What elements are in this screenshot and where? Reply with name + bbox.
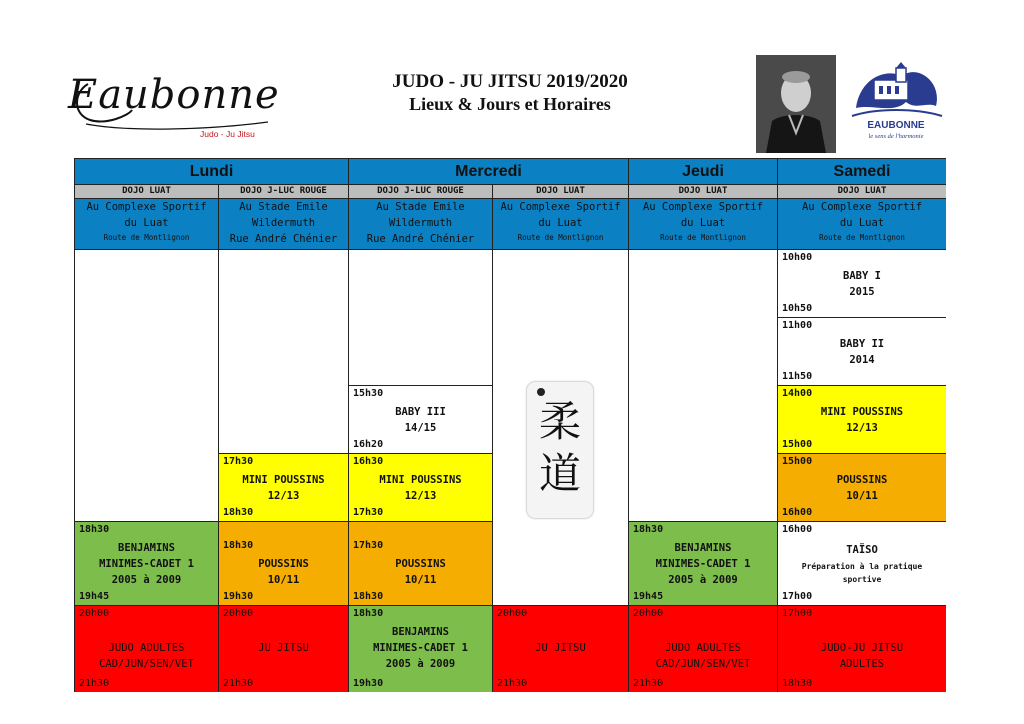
slot-name: BENJAMINS xyxy=(118,542,175,554)
slot-start: 14h00 xyxy=(782,388,813,399)
slot-name: BABY II xyxy=(839,338,885,350)
slot-name: JU JITSU xyxy=(535,642,586,654)
slot-name: JUDO ADULTES xyxy=(665,642,741,654)
day-header-lundi: Lundi xyxy=(75,159,349,185)
class-slot-poussins xyxy=(778,454,946,522)
slot-name: JU JITSU xyxy=(258,642,309,654)
venue-address: Rue André Chénier xyxy=(229,233,338,245)
class-slot-ju-jitsu xyxy=(219,606,349,692)
slot-start: 20h00 xyxy=(223,608,254,619)
slot-detail: 2005 à 2009 xyxy=(111,574,182,586)
slot-detail: ADULTES xyxy=(839,658,885,670)
empty-slot xyxy=(349,250,493,386)
slot-start: 11h00 xyxy=(782,320,813,331)
slot-end: 18h30 xyxy=(353,591,384,602)
venue-address: Route de Montlignon xyxy=(660,233,746,242)
slot-start: 15h30 xyxy=(353,388,384,399)
venue-line: Au Complexe Sportif xyxy=(86,201,207,213)
crest-tagline: le sens de l'harmonie xyxy=(868,133,924,140)
slot-end: 16h20 xyxy=(353,439,384,450)
slot-detail: CAD/JUN/SEN/VET xyxy=(99,658,194,670)
slot-detail: 2005 à 2009 xyxy=(385,658,456,670)
title-line-2: Lieux & Jours et Horaires xyxy=(409,94,611,114)
slot-start: 17h30 xyxy=(353,540,384,551)
slot-name: POUSSINS xyxy=(836,474,888,486)
slot-end: 17h30 xyxy=(353,507,384,518)
slot-detail: 12/13 xyxy=(267,490,300,502)
slot-start: 18h30 xyxy=(633,524,664,535)
venue-cell xyxy=(349,199,493,250)
slot-end: 21h30 xyxy=(497,678,528,689)
dojo-label: DOJO LUAT xyxy=(75,185,219,199)
slot-detail: CAD/JUN/SEN/VET xyxy=(655,658,751,670)
class-slot-poussins xyxy=(349,522,493,606)
venue-line: Au Complexe Sportif xyxy=(642,201,764,213)
slot-end: 10h50 xyxy=(782,303,813,314)
eaubonne-logo xyxy=(68,70,280,145)
slot-name: MINI POUSSINS xyxy=(379,474,462,486)
slot-start: 20h00 xyxy=(633,608,664,619)
dojo-label: DOJO J-LUC ROUGE xyxy=(349,185,493,199)
slot-name: BENJAMINS xyxy=(674,542,732,554)
venue-cell xyxy=(219,199,349,250)
camera-lens-icon xyxy=(537,388,545,396)
slot-start: 20h00 xyxy=(79,608,110,619)
slot-name: MINI POUSSINS xyxy=(242,474,325,486)
empty-slot xyxy=(629,250,778,522)
day-header-jeudi: Jeudi xyxy=(629,159,778,185)
slot-end: 18h30 xyxy=(223,507,254,518)
crest-icon xyxy=(846,58,946,120)
dojo-label: DOJO LUAT xyxy=(493,185,629,199)
portrait-illustration xyxy=(756,55,836,153)
slot-start: 18h30 xyxy=(353,608,384,619)
slot-detail: 14/15 xyxy=(404,422,437,434)
class-slot-benjamins xyxy=(629,522,778,606)
class-slot-benjamins xyxy=(75,522,219,606)
logo-subtitle: Judo - Ju Jitsu xyxy=(200,129,255,139)
slot-name: POUSSINS xyxy=(395,558,446,570)
dojo-label: DOJO J-LUC ROUGE xyxy=(219,185,349,199)
slot-detail: sportive xyxy=(842,575,882,584)
day-header-mercredi: Mercredi xyxy=(349,159,629,185)
class-slot-baby-2 xyxy=(778,318,946,386)
slot-name: MINI POUSSINS xyxy=(820,406,904,418)
slot-end: 19h45 xyxy=(79,591,110,602)
page-title xyxy=(330,70,690,116)
slot-name: JUDO ADULTES xyxy=(108,642,185,654)
venue-address: Route de Montlignon xyxy=(103,233,190,242)
slot-end: 17h00 xyxy=(782,591,813,602)
venue-address: Route de Montlignon xyxy=(819,233,905,242)
slot-end: 18h30 xyxy=(782,678,813,689)
slot-name: BENJAMINS xyxy=(392,626,449,638)
slot-name: POUSSINS xyxy=(258,558,309,570)
slot-end: 19h30 xyxy=(223,591,254,602)
slot-detail: 12/13 xyxy=(846,422,878,434)
class-slot-mini-poussins xyxy=(219,454,349,522)
venue-line: Au Stade Emile xyxy=(239,201,328,213)
slot-detail: MINIMES-CADET 1 xyxy=(655,558,751,570)
venue-line: Wildermuth xyxy=(388,217,453,229)
class-slot-judo-jujitsu-adultes xyxy=(778,606,946,692)
judo-kanji-phone-case xyxy=(527,382,593,518)
class-slot-judo-adultes xyxy=(75,606,219,692)
kanji-do-glyph: 道 xyxy=(538,449,581,498)
slot-name: JUDO-JU JITSU xyxy=(820,642,904,654)
venue-cell xyxy=(629,199,778,250)
slot-start: 18h30 xyxy=(79,524,110,535)
slot-end: 21h30 xyxy=(633,678,664,689)
class-slot-mini-poussins xyxy=(778,386,946,454)
class-slot-benjamins xyxy=(349,606,493,692)
slot-start: 20h00 xyxy=(497,608,528,619)
slot-detail: MINIMES-CADET 1 xyxy=(99,558,194,570)
venue-line: Au Stade Emile xyxy=(376,201,465,213)
slot-detail: MINIMES-CADET 1 xyxy=(373,642,468,654)
venue-cell xyxy=(75,199,219,250)
class-slot-taiso xyxy=(778,522,946,606)
slot-start: 18h30 xyxy=(223,540,254,551)
slot-start: 16h30 xyxy=(353,456,384,467)
venue-line: du Luat xyxy=(680,217,726,229)
slot-start: 15h00 xyxy=(782,456,813,467)
class-slot-baby-1 xyxy=(778,250,946,318)
dojo-label: DOJO LUAT xyxy=(629,185,778,199)
slot-detail: 2005 à 2009 xyxy=(668,574,738,586)
venue-line: Au Complexe Sportif xyxy=(801,201,923,213)
slot-detail: Préparation à la pratique xyxy=(801,562,923,571)
day-header-samedi: Samedi xyxy=(778,159,946,185)
slot-end: 19h45 xyxy=(633,591,664,602)
slot-end: 21h30 xyxy=(79,678,110,689)
title-line-1: JUDO - JU JITSU 2019/2020 xyxy=(392,71,628,92)
empty-slot xyxy=(75,250,219,522)
class-slot-baby-3 xyxy=(349,386,493,454)
class-slot-mini-poussins xyxy=(349,454,493,522)
slot-name: BABY I xyxy=(843,270,881,282)
eaubonne-town-crest xyxy=(846,58,946,148)
crest-label: EAUBONNE xyxy=(867,120,925,131)
slot-detail: 2015 xyxy=(849,286,875,298)
slot-detail: 10/11 xyxy=(846,490,878,502)
slot-end: 11h50 xyxy=(782,371,813,382)
kanji-ju-glyph: 柔 xyxy=(538,397,581,446)
slot-end: 16h00 xyxy=(782,507,813,518)
venue-line: du Luat xyxy=(538,217,583,229)
slot-end: 21h30 xyxy=(223,678,254,689)
dojo-label: DOJO LUAT xyxy=(778,185,946,199)
slot-end: 19h30 xyxy=(353,678,384,689)
class-slot-ju-jitsu xyxy=(493,606,629,692)
slot-name: TAÏSO xyxy=(846,544,878,556)
empty-slot xyxy=(219,250,349,454)
venue-line: du Luat xyxy=(839,217,885,229)
class-slot-judo-adultes xyxy=(629,606,778,692)
slot-end: 15h00 xyxy=(782,439,813,450)
slot-start: 17h30 xyxy=(223,456,254,467)
slot-detail: 10/11 xyxy=(267,574,300,586)
venue-cell xyxy=(493,199,629,250)
venue-line: du Luat xyxy=(124,217,169,229)
venue-address: Route de Montlignon xyxy=(517,233,604,242)
slot-name: BABY III xyxy=(395,406,446,418)
venue-line: Au Complexe Sportif xyxy=(500,201,621,213)
venue-cell xyxy=(778,199,946,250)
logo-script-text: Eaubonne xyxy=(68,72,280,118)
slot-start: 17h00 xyxy=(782,608,813,619)
slot-start: 10h00 xyxy=(782,252,813,263)
schedule-table xyxy=(74,158,946,692)
venue-address: Rue André Chénier xyxy=(366,233,475,245)
slot-detail: 12/13 xyxy=(404,490,437,502)
founder-portrait-photo xyxy=(756,55,836,153)
slot-detail: 10/11 xyxy=(404,574,437,586)
class-slot-poussins xyxy=(219,522,349,606)
slot-detail: 2014 xyxy=(849,354,875,366)
slot-start: 16h00 xyxy=(782,524,813,535)
venue-line: Wildermuth xyxy=(251,217,316,229)
